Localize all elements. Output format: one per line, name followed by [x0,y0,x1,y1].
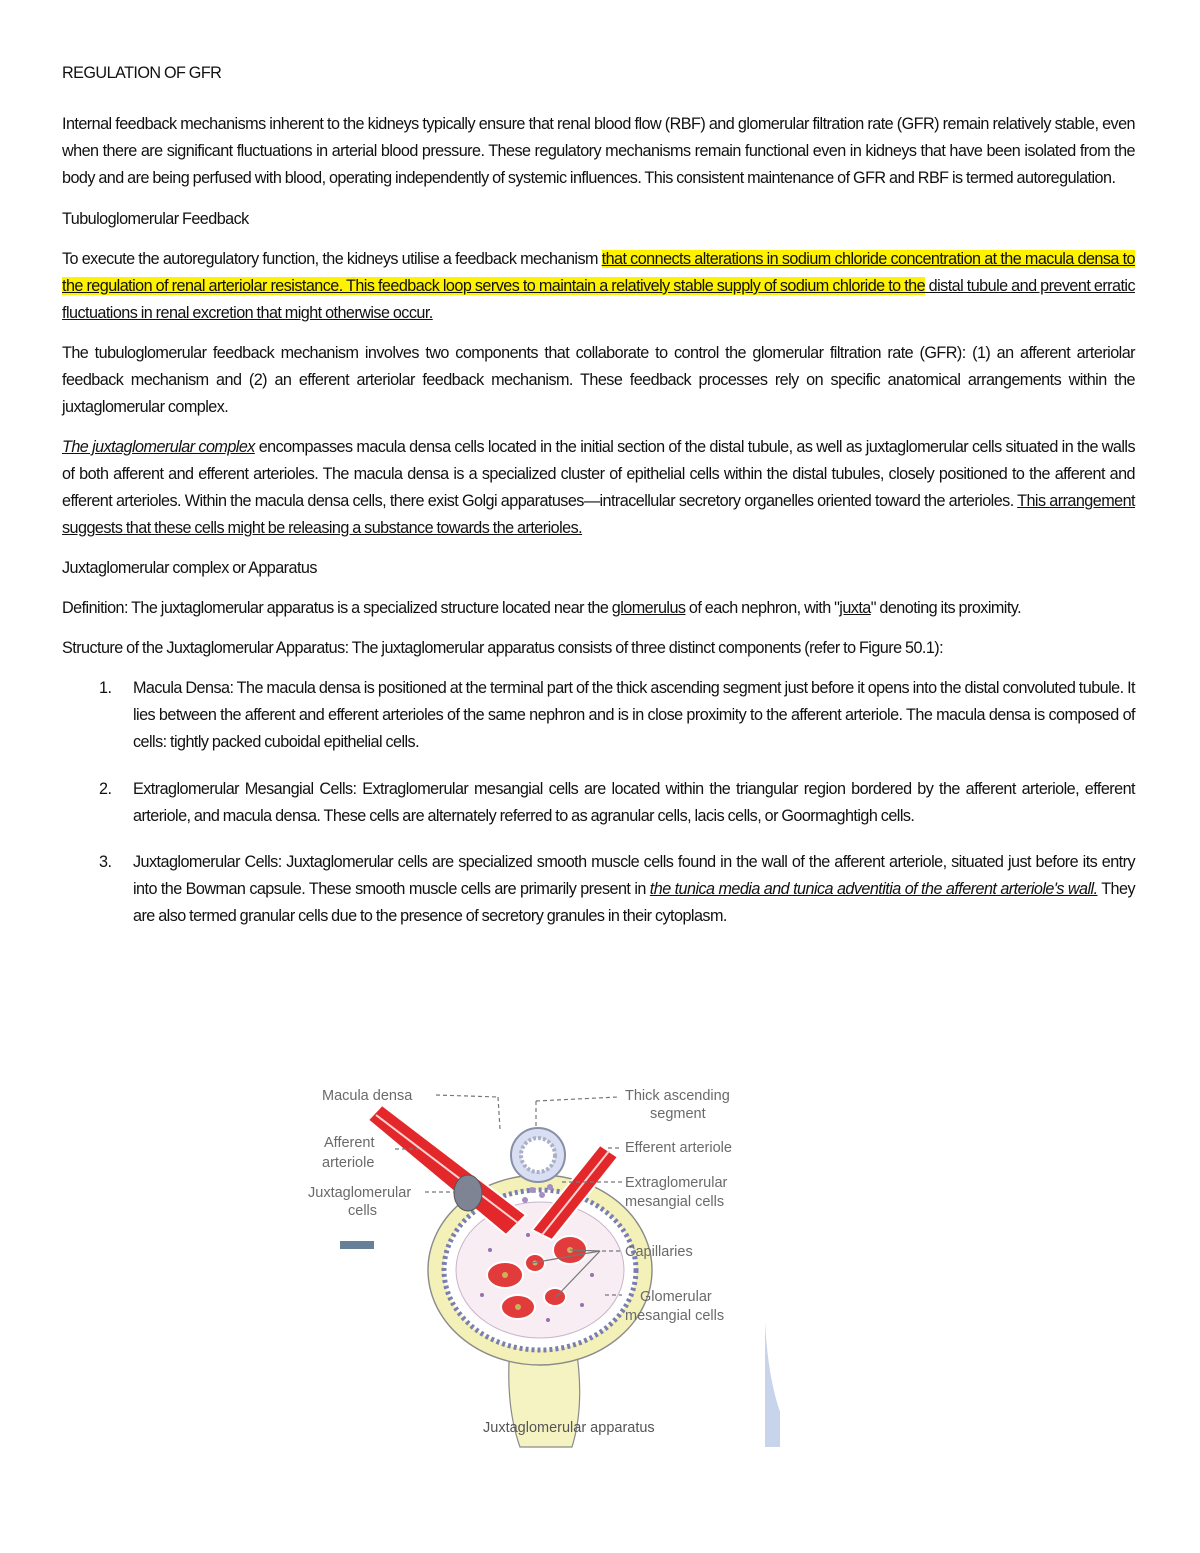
structure-paragraph: Structure of the Juxtaglomerular Apparatus: The juxtaglomerular apparatus consists of three distinct components (refer to Figure 50.1): [62,639,944,657]
label-juxtaglomerular: Juxtaglomerular [308,1185,412,1201]
list-item-text: Extraglomerular Mesangial Cells: Extraglomerular mesangial cells are located within the triangular region bordered by the afferent arteriole, efferent arteriole, and macula densa. These cells are alternately referred to as agranular cells, lacis cells, or Goormaghtigh cells. [133,780,1135,825]
label-thick-ascending: Thick ascending [625,1088,730,1104]
definition-text: " denoting its proximity. [870,599,1022,617]
blue-bar-marker [340,1241,374,1249]
list-item [62,849,1135,930]
glomerulus-term: glomerulus [611,599,686,617]
definition-text: Definition: The juxtaglomerular apparatus is a specialized structure located near the [62,599,612,617]
label-mesangial-cells: mesangial cells [625,1194,725,1210]
list-item-text: Macula Densa: The macula densa is positioned at the terminal part of the thick ascending segment just before it opens into the distal convoluted tubule. It lies between the afferent and efferent arterioles of the same nephron and is in close proximity to the afferent arteriole. The macula densa is composed of cells: tightly packed cuboidal epithelial cells. [133,679,1135,751]
label-extraglomerular: Extraglomerular [625,1175,728,1191]
list-item [62,675,1135,756]
intro-paragraph: Internal feedback mechanisms inherent to the kidneys typically ensure that renal blood flow (RBF) and glomerular filtration rate (GFR) remain relatively stable, even when there are significant fluctuations in arterial blood pressure. These regulatory mechanisms remain functional even in kidneys that have been isolated from the body and are being perfused with blood, operating independently of systemic influences. This consistent maintenance of GFR and RBF is termed autoregulation. [62,115,1135,187]
highlighted-text: that connects alterations in sodium chloride concentration at the macula densa to the regulation of renal arteriolar resistance. This feedback loop serves to maintain a relatively stable supply of sodium chloride to the [62,250,1135,295]
tgf-paragraph-3 [62,434,1135,542]
page-title: REGULATION OF GFR [62,64,222,82]
label-segment: segment [650,1106,706,1122]
label-arteriole: arteriole [322,1155,375,1171]
macula-densa-cells [521,1138,555,1172]
components-list [62,675,1135,930]
label-cells: cells [348,1203,378,1219]
label-efferent-arteriole: Efferent arteriole [625,1140,732,1156]
jga-diagram [300,1075,780,1475]
list-number: 3. [99,853,112,871]
label-macula-densa: Macula densa [322,1088,413,1104]
list-number: 1. [99,679,112,697]
list-number: 2. [99,780,112,798]
tgf-p1-start: To execute the autoregulatory function, the kidneys utilise a feedback mechanism [62,250,602,268]
definition-paragraph [62,595,1135,622]
list-item [62,776,1135,830]
afferent-lumen [376,1115,518,1223]
underlined-text: This arrangement suggests that these cells might be releasing a substance towards the arterioles. [62,492,1136,537]
tgf-heading: Tubuloglomerular Feedback [62,210,249,228]
tgf-paragraph-2: The tubuloglomerular feedback mechanism involves two components that collaborate to control the glomerular filtration rate (GFR): (1) an afferent arteriolar feedback mechanism and (2) an efferent arteriolar feedback mechanism. These feedback processes rely on specific anatomical arrangements within the juxtaglomerular complex. [62,344,1135,416]
list-item-text: They are also termed granular cells due to the presence of secretory granules in their cytoplasm. [133,880,1136,925]
label-afferent: Afferent [324,1135,375,1151]
label-glomerular: Glomerular [640,1289,712,1305]
jga-heading: Juxtaglomerular complex or Apparatus [62,559,317,577]
list-item-text: Juxtaglomerular Cells: Juxtaglomerular cells are specialized smooth muscle cells found in the wall of the afferent arteriole, situated just before its entry into the Bowman capsule. These smooth muscle cells are primarily present in [133,853,1135,898]
juxtaglomerular-cells [454,1175,482,1211]
definition-text: of each nephron, with " [685,599,840,617]
juxta-term: juxta [839,599,871,617]
text-column [62,60,1135,930]
tgf-p3-body: encompasses macula densa cells located in the initial section of the distal tubule, as well as juxtaglomerular cells situated in the walls of both afferent and efferent arterioles. The macula densa is a specialized cluster of epithelial cells within the distal tubules, closely positioned to the afferent and efferent arterioles. Within the macula densa cells, there exist Golgi apparatuses—intracellular secretory organelles oriented toward the arterioles. [62,438,1135,510]
underlined-text: distal tubule and prevent erratic fluctuations in renal excretion that might otherwise occur. [62,277,1135,322]
faint-blue-shape [765,1322,780,1447]
label-glomerular-mesangial: mesangial cells [625,1308,725,1324]
label-capillaries: Capillaries [625,1244,693,1260]
emphasized-text: the tunica media and tunica adventitia of the afferent arteriole's wall. [649,880,1098,898]
tgf-paragraph-1 [62,246,1135,327]
jg-complex-term: The juxtaglomerular complex [62,438,255,456]
jga-figure [300,1075,780,1475]
figure-caption: Juxtaglomerular apparatus [483,1420,655,1436]
